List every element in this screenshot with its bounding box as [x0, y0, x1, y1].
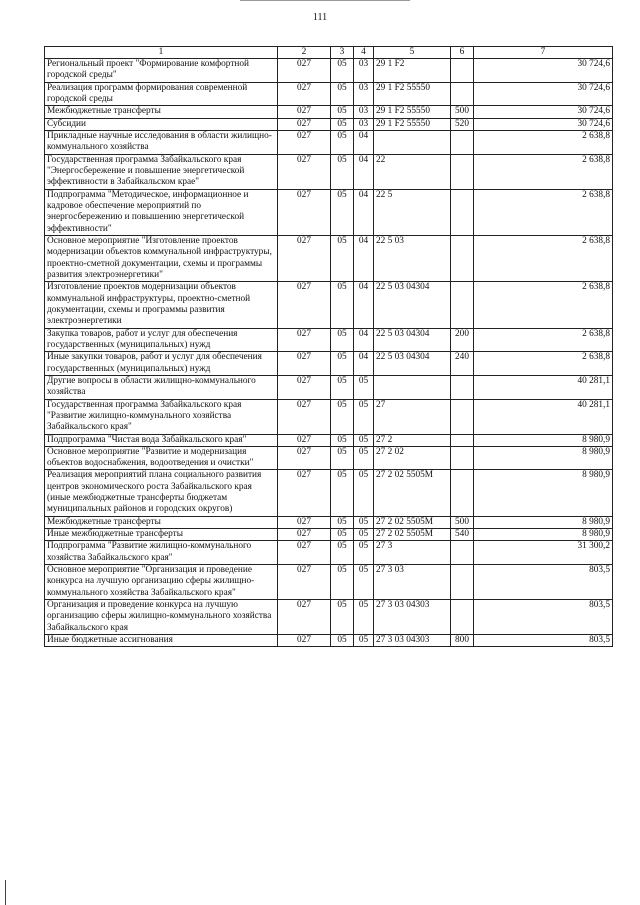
cell-amount: 2 638,8: [474, 235, 613, 281]
cell-ministry: 027: [278, 59, 331, 83]
cell-type: 520: [451, 118, 474, 130]
cell-subsection: 03: [354, 59, 374, 83]
cell-target: 27 2: [374, 434, 451, 446]
cell-type: [451, 82, 474, 106]
cell-target: 29 1 F2: [374, 59, 451, 83]
table-body: [45, 59, 613, 647]
cell-section: 05: [331, 446, 354, 470]
cell-target: 27 2 02 5505M: [374, 529, 451, 541]
cell-amount: 30 724,6: [474, 118, 613, 130]
cell-name: Закупка товаров, работ и услуг для обеспечения государственных (муниципальных) нужд: [45, 328, 278, 352]
cell-name: Прикладные научные исследования в области жилищно-коммунального хозяйства: [45, 130, 278, 154]
page-number: 111: [312, 12, 328, 23]
table-row: [45, 635, 613, 647]
cell-section: 05: [331, 470, 354, 516]
cell-amount: 2 638,8: [474, 189, 613, 235]
cell-name: Реализация программ формирования современной городской среды: [45, 82, 278, 106]
cell-ministry: 027: [278, 82, 331, 106]
cell-subsection: 03: [354, 118, 374, 130]
cell-type: [451, 541, 474, 565]
cell-name: Региональный проект "Формирование комфортной городской среды": [45, 59, 278, 83]
cell-name: Реализация мероприятий плана социального развития центров экономического роста Забайкальского края (иные межбюджетные трансферты бюджетам муниципальных районов и городских округов): [45, 470, 278, 516]
table-row: [45, 328, 613, 352]
cell-amount: 31 300,2: [474, 541, 613, 565]
table-row: [45, 130, 613, 154]
table-row: [45, 399, 613, 434]
cell-subsection: 04: [354, 352, 374, 376]
cell-name: Основное мероприятие "Изготовление проектов модернизации объектов коммунальной инфраструктуры, проектно-сметной документации, схемы и программы развития электроэнергетики": [45, 235, 278, 281]
cell-section: 05: [331, 399, 354, 434]
column-header-target: 5: [374, 47, 451, 59]
cell-name: Основное мероприятие "Организация и проведение конкурса на лучшую организацию сферы жилищно-коммунального хозяйства Забайкальского края": [45, 565, 278, 600]
cell-ministry: 027: [278, 434, 331, 446]
cell-subsection: 04: [354, 154, 374, 189]
budget-table: [44, 46, 613, 647]
cell-section: 05: [331, 82, 354, 106]
cell-target: 22 5 03 04304: [374, 352, 451, 376]
cell-ministry: 027: [278, 282, 331, 328]
column-header-ministry: 2: [278, 47, 331, 59]
cell-target: 29 1 F2 55550: [374, 82, 451, 106]
cell-name: Подпрограмма "Развитие жилищно-коммунального хозяйства Забайкальского края": [45, 541, 278, 565]
cell-type: [451, 235, 474, 281]
cell-target: 27 3 03 04303: [374, 600, 451, 635]
table-row: [45, 189, 613, 235]
table-row: [45, 470, 613, 516]
cell-subsection: 05: [354, 446, 374, 470]
cell-amount: 30 724,6: [474, 82, 613, 106]
cell-ministry: 027: [278, 635, 331, 647]
scan-margin-line: [5, 880, 6, 905]
cell-name: Межбюджетные трансферты: [45, 516, 278, 528]
cell-subsection: 04: [354, 130, 374, 154]
cell-ministry: 027: [278, 399, 331, 434]
cell-name: Государственная программа Забайкальского края "Энергосбережение и повышение энергетической эффективности в Забайкальском крае": [45, 154, 278, 189]
cell-type: [451, 399, 474, 434]
cell-target: 27 2 02: [374, 446, 451, 470]
cell-name: Изготовление проектов модернизации объектов коммунальной инфраструктуры, проектно-сметной документации, схемы и программы развития электроэнергетики: [45, 282, 278, 328]
cell-subsection: 05: [354, 434, 374, 446]
cell-subsection: 05: [354, 565, 374, 600]
cell-name: Основное мероприятие "Развитие и модернизация объектов водоснабжения, водоотведения и очистки": [45, 446, 278, 470]
cell-amount: 2 638,8: [474, 130, 613, 154]
cell-target: 29 1 F2 55550: [374, 118, 451, 130]
table-row: [45, 565, 613, 600]
cell-section: 05: [331, 635, 354, 647]
cell-subsection: 05: [354, 529, 374, 541]
table-row: [45, 434, 613, 446]
cell-ministry: 027: [278, 235, 331, 281]
cell-ministry: 027: [278, 600, 331, 635]
table-row: [45, 82, 613, 106]
cell-amount: 8 980,9: [474, 446, 613, 470]
table-row: [45, 118, 613, 130]
cell-type: [451, 375, 474, 399]
cell-name: Другие вопросы в области жилищно-коммунального хозяйства: [45, 375, 278, 399]
cell-target: 27: [374, 399, 451, 434]
cell-subsection: 04: [354, 282, 374, 328]
cell-amount: 2 638,8: [474, 328, 613, 352]
cell-section: 05: [331, 375, 354, 399]
cell-type: 500: [451, 106, 474, 118]
table-row: [45, 106, 613, 118]
cell-section: 05: [331, 352, 354, 376]
cell-type: 240: [451, 352, 474, 376]
cell-type: [451, 446, 474, 470]
cell-subsection: 05: [354, 399, 374, 434]
cell-section: 05: [331, 565, 354, 600]
cell-subsection: 05: [354, 470, 374, 516]
cell-type: 540: [451, 529, 474, 541]
cell-name: Иные бюджетные ассигнования: [45, 635, 278, 647]
cell-target: [374, 130, 451, 154]
cell-target: 27 2 02 5505M: [374, 470, 451, 516]
cell-ministry: 027: [278, 470, 331, 516]
cell-section: 05: [331, 235, 354, 281]
cell-target: 22 5 03: [374, 235, 451, 281]
cell-amount: 8 980,9: [474, 470, 613, 516]
cell-section: 05: [331, 516, 354, 528]
cell-ministry: 027: [278, 446, 331, 470]
header-row: [45, 47, 613, 59]
cell-amount: 8 980,9: [474, 529, 613, 541]
cell-type: 500: [451, 516, 474, 528]
cell-target: [374, 375, 451, 399]
cell-section: 05: [331, 541, 354, 565]
table-row: [45, 59, 613, 83]
cell-type: [451, 154, 474, 189]
cell-name: Межбюджетные трансферты: [45, 106, 278, 118]
table-row: [45, 352, 613, 376]
cell-target: 27 3: [374, 541, 451, 565]
cell-target: 22 5 03 04304: [374, 328, 451, 352]
cell-amount: 803,5: [474, 635, 613, 647]
table-row: [45, 235, 613, 281]
cell-amount: 2 638,8: [474, 282, 613, 328]
cell-section: 05: [331, 529, 354, 541]
cell-section: 05: [331, 328, 354, 352]
cell-type: [451, 130, 474, 154]
cell-section: 05: [331, 154, 354, 189]
cell-ministry: 027: [278, 352, 331, 376]
cell-subsection: 05: [354, 516, 374, 528]
cell-subsection: 03: [354, 82, 374, 106]
cell-section: 05: [331, 189, 354, 235]
cell-target: 27 3 03: [374, 565, 451, 600]
cell-subsection: 03: [354, 106, 374, 118]
cell-ministry: 027: [278, 189, 331, 235]
cell-name: Организация и проведение конкурса на лучшую организацию сферы жилищно-коммунального хозяйства Забайкальского края: [45, 600, 278, 635]
table-row: [45, 446, 613, 470]
cell-target: 29 1 F2 55550: [374, 106, 451, 118]
cell-amount: 803,5: [474, 600, 613, 635]
cell-name: Иные межбюджетные трансферты: [45, 529, 278, 541]
cell-amount: 40 281,1: [474, 375, 613, 399]
cell-section: 05: [331, 59, 354, 83]
cell-subsection: 05: [354, 600, 374, 635]
column-header-name: 1: [45, 47, 278, 59]
column-header-subsection: 4: [354, 47, 374, 59]
cell-target: 22 5: [374, 189, 451, 235]
cell-amount: 803,5: [474, 565, 613, 600]
cell-type: [451, 565, 474, 600]
table-row: [45, 375, 613, 399]
cell-amount: 2 638,8: [474, 154, 613, 189]
cell-subsection: 05: [354, 541, 374, 565]
cell-ministry: 027: [278, 375, 331, 399]
cell-ministry: 027: [278, 130, 331, 154]
cell-section: 05: [331, 106, 354, 118]
cell-ministry: 027: [278, 154, 331, 189]
cell-target: 27 2 02 5505M: [374, 516, 451, 528]
column-header-section: 3: [331, 47, 354, 59]
cell-name: Субсидии: [45, 118, 278, 130]
top-scan-rule: [240, 0, 410, 1]
cell-amount: 2 638,8: [474, 352, 613, 376]
cell-ministry: 027: [278, 106, 331, 118]
cell-ministry: 027: [278, 516, 331, 528]
cell-amount: 8 980,9: [474, 434, 613, 446]
cell-type: [451, 282, 474, 328]
cell-subsection: 05: [354, 375, 374, 399]
table-row: [45, 541, 613, 565]
cell-subsection: 04: [354, 189, 374, 235]
cell-amount: 30 724,6: [474, 59, 613, 83]
cell-target: 22: [374, 154, 451, 189]
cell-section: 05: [331, 130, 354, 154]
cell-name: Государственная программа Забайкальского края "Развитие жилищно-коммунального хозяйства Забайкальского края": [45, 399, 278, 434]
cell-type: [451, 600, 474, 635]
table-row: [45, 529, 613, 541]
cell-section: 05: [331, 434, 354, 446]
cell-section: 05: [331, 600, 354, 635]
column-header-amount: 7: [474, 47, 613, 59]
cell-type: [451, 470, 474, 516]
cell-ministry: 027: [278, 565, 331, 600]
cell-type: [451, 59, 474, 83]
cell-ministry: 027: [278, 118, 331, 130]
cell-subsection: 05: [354, 635, 374, 647]
cell-amount: 8 980,9: [474, 516, 613, 528]
table-row: [45, 154, 613, 189]
cell-section: 05: [331, 118, 354, 130]
cell-target: 22 5 03 04304: [374, 282, 451, 328]
cell-ministry: 027: [278, 529, 331, 541]
cell-type: 800: [451, 635, 474, 647]
cell-type: [451, 189, 474, 235]
cell-target: 27 3 03 04303: [374, 635, 451, 647]
cell-amount: 30 724,6: [474, 106, 613, 118]
cell-section: 05: [331, 282, 354, 328]
cell-amount: 40 281,1: [474, 399, 613, 434]
cell-subsection: 04: [354, 235, 374, 281]
cell-ministry: 027: [278, 328, 331, 352]
table-row: [45, 516, 613, 528]
cell-type: [451, 434, 474, 446]
column-header-type: 6: [451, 47, 474, 59]
table-row: [45, 600, 613, 635]
cell-subsection: 04: [354, 328, 374, 352]
cell-ministry: 027: [278, 541, 331, 565]
table-row: [45, 282, 613, 328]
cell-name: Подпрограмма "Методическое, информационное и кадровое обеспечение мероприятий по энергосбережению и повышению энергетической эффективности": [45, 189, 278, 235]
cell-name: Подпрограмма "Чистая вода Забайкальского края": [45, 434, 278, 446]
cell-name: Иные закупки товаров, работ и услуг для обеспечения государственных (муниципальных) нужд: [45, 352, 278, 376]
cell-type: 200: [451, 328, 474, 352]
